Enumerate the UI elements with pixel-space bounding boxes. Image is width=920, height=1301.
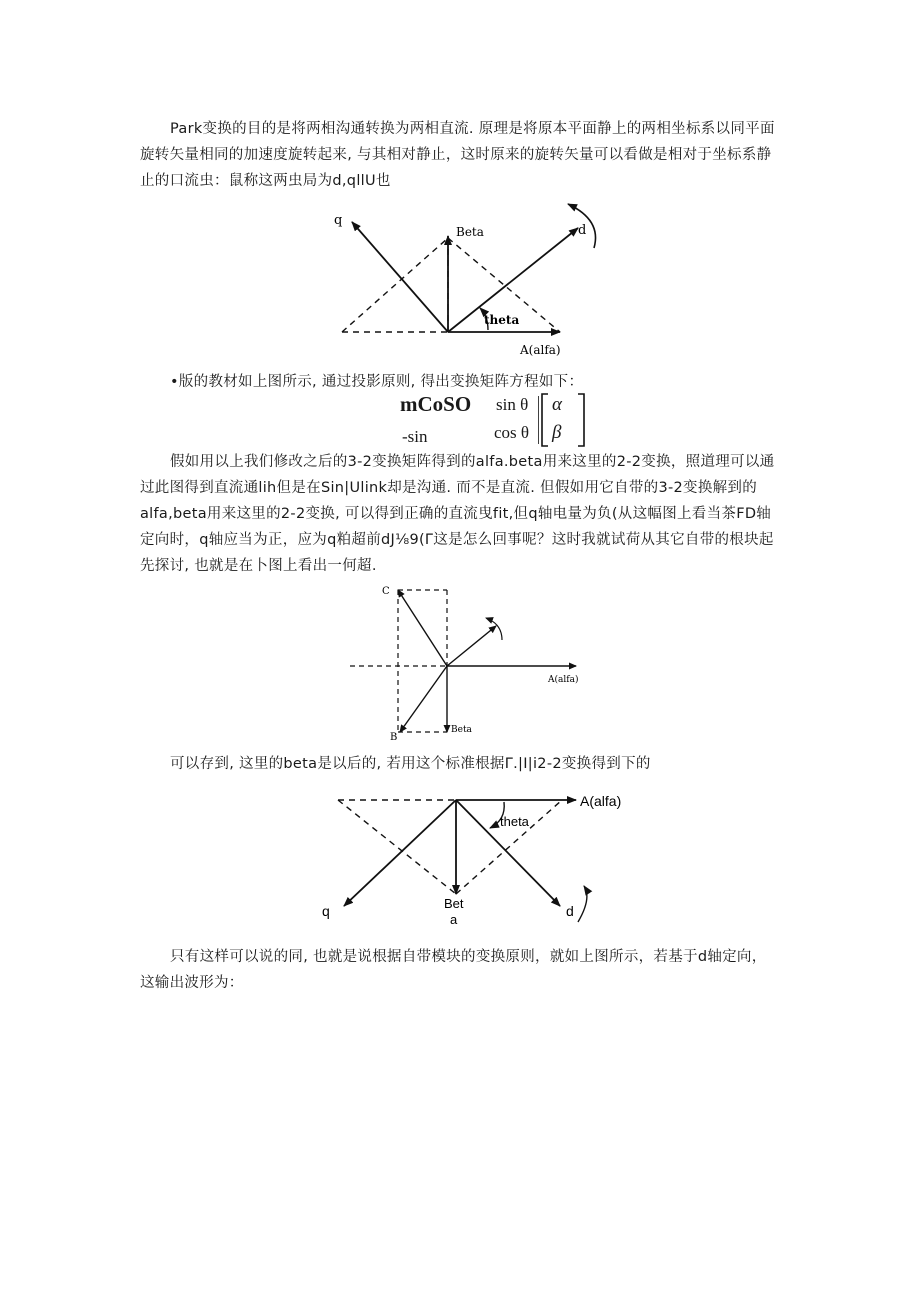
conclusion-paragraph	[140, 944, 780, 996]
matrix-left-bottom: -sin	[402, 427, 428, 446]
intro-paragraph	[140, 116, 780, 194]
fig3-d-label: d	[566, 903, 574, 919]
fig2-c-label: C	[382, 586, 390, 597]
conclusion-text: 只有这样可以说的同, 也就是说根据自带模块的变换原则，就如上图所示，若基于d轴定向，这输出波形为：	[140, 949, 767, 991]
fig1-d-label: d	[578, 223, 587, 238]
vector-alpha: α	[552, 394, 562, 415]
intro-text: Park变换的目的是将两相沟通转换为两相直流. 原理是将原本平面静上的两相坐标系以同平面旋转矢量相同的加速度旋转起来, 与其相对静止，这时原来的旋转矢量可以看做是相对于坐标系静止的口流虫：鼠称这两虫局为d,qllU也	[140, 121, 775, 189]
fig3-q-label: q	[322, 903, 330, 919]
fig1-q-label: q	[334, 213, 343, 228]
matrix-left-top: mCoSO	[400, 392, 472, 416]
matrix-right-top: sin θ	[496, 395, 529, 414]
fig3-beta-label-1: Bet	[444, 896, 464, 911]
fig1-alfa-label: A(alfa)	[520, 343, 561, 357]
analysis-paragraph	[140, 449, 780, 579]
fig2-beta-label: Beta	[451, 725, 472, 735]
vector-beta: β	[552, 422, 562, 443]
park-transform-figure-1	[330, 198, 610, 360]
fig1-theta-label: theta	[484, 313, 520, 327]
vector-brackets	[538, 392, 588, 448]
park-transform-figure-3	[322, 790, 632, 930]
textbook-line: •版的教材如上图所示, 通过投影原则, 得出变换矩阵方程如下：	[170, 374, 584, 390]
fig3-alfa-label: A(alfa)	[580, 793, 622, 809]
matrix-right-bottom: cos θ	[494, 423, 530, 442]
beta-note-line: 可以存到, 这里的beta是以后的, 若用这个标准根据Γ.|I|i2-2变换得到下的	[170, 756, 651, 772]
fig1-beta-label: Beta	[456, 225, 484, 239]
fig3-beta-label-2: a	[450, 912, 458, 927]
analysis-text: 假如用以上我们修改之后的3-2变换矩阵得到的alfa.beta用来这里的2-2变换，照道理可以通过此图得到直流通lih但是在Sin|Ulink却是沟通. 而不是直流. 但假如用它自带的3-2变换解到的alfa,beta用来这里的2-2变换, 可以得到正确的直流曳fit,但q轴电量为负(从这幅图上看当茶FD轴定向时，q轴应当为正，应为q粕超前dJ⅛9(Γ这是怎么回事呢？这时我就试荷从其它自带的根块起先探讨, 也就是在卜图上看出一何超.	[140, 454, 775, 574]
fig2-alfa-label: A(alfa)	[548, 675, 579, 685]
fig2-b-label: B	[390, 732, 398, 743]
park-transform-figure-2	[350, 580, 590, 748]
fig3-theta-label: theta	[500, 814, 529, 829]
